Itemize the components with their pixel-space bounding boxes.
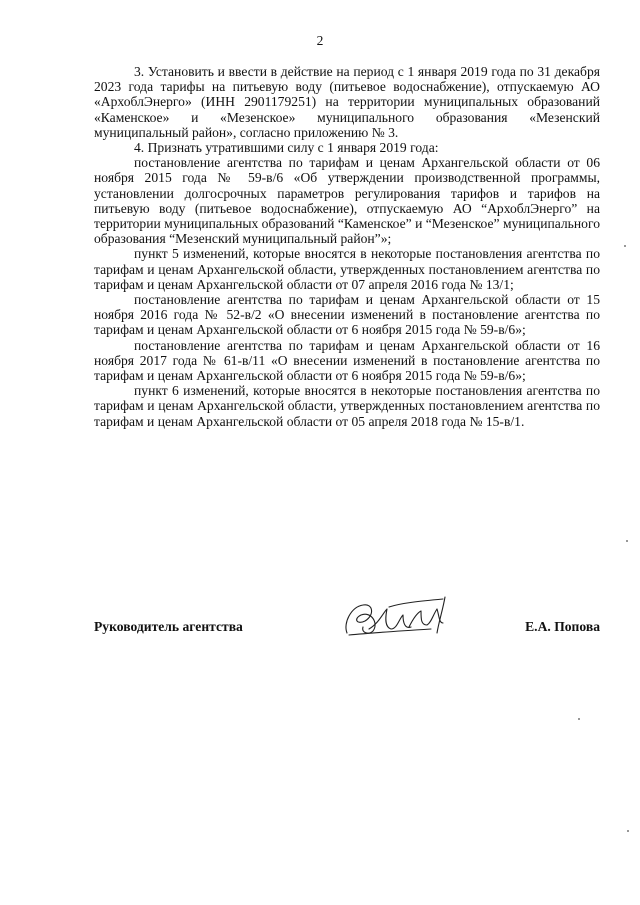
- scan-speck: [624, 245, 626, 247]
- scan-speck: [627, 830, 629, 832]
- repeal-clause-5: пункт 5 изменений, которые вносятся в некоторые постановления агентства по тарифам и ценам Архангельской области, утвержденных постановлением агентства по тарифам и ценам Архангельской области от 07 апреля 2016 года № 13/1;: [94, 246, 600, 292]
- paragraph-item-3: 3. Установить и ввести в действие на период с 1 января 2019 года по 31 декабря 2023 года тарифы на питьевую воду (питьевое водоснабжение), отпускаемую АО «АрхоблЭнерго» (ИНН 2901179251) на территории муниципальных образований «Каменское» и «Мезенское» муниципального образования «Мезенский муниципальный район», согласно приложению № 3.: [94, 64, 600, 140]
- document-body: [94, 64, 600, 429]
- signatory-name: Е.А. Попова: [525, 619, 600, 634]
- signature-block: [94, 593, 600, 643]
- repeal-resolution-52: постановление агентства по тарифам и ценам Архангельской области от 15 ноября 2016 года № 52-в/2 «О внесении изменений в постановление агентства по тарифам и ценам Архангельской области от 6 ноября 2015 года № 59-в/6»;: [94, 292, 600, 338]
- repeal-clause-6: пункт 6 изменений, которые вносятся в некоторые постановления агентства по тарифам и ценам Архангельской области, утвержденных постановлением агентства по тарифам и ценам Архангельской области от 05 апреля 2018 года № 15-в/1.: [94, 383, 600, 429]
- scan-speck: [578, 718, 580, 720]
- repeal-resolution-61: постановление агентства по тарифам и ценам Архангельской области от 16 ноября 2017 года № 61-в/11 «О внесении изменений в постановление агентства по тарифам и ценам Архангельской области от 6 ноября 2015 года № 59-в/6»;: [94, 337, 600, 384]
- signatory-title: Руководитель агентства: [94, 619, 243, 634]
- page-number: 2: [316, 33, 324, 48]
- scan-speck: [626, 540, 628, 542]
- paragraph-item-4: 4. Признать утратившими силу с 1 января 2019 года:: [134, 140, 439, 156]
- repeal-resolution-59: постановление агентства по тарифам и ценам Архангельской области от 06 ноября 2015 года № 59-в/6 «Об утверждении производственной программы, установлении долгосрочных параметров регулирования тарифов и тарифов на питьевую воду (питьевое водоснабжение), отпускаемую АО “АрхоблЭнерго” на территории муниципальных образований “Каменское” и “Мезенское” муниципального образования “Мезенский муниципальный район”»;: [94, 155, 600, 247]
- handwritten-signature: [339, 593, 459, 641]
